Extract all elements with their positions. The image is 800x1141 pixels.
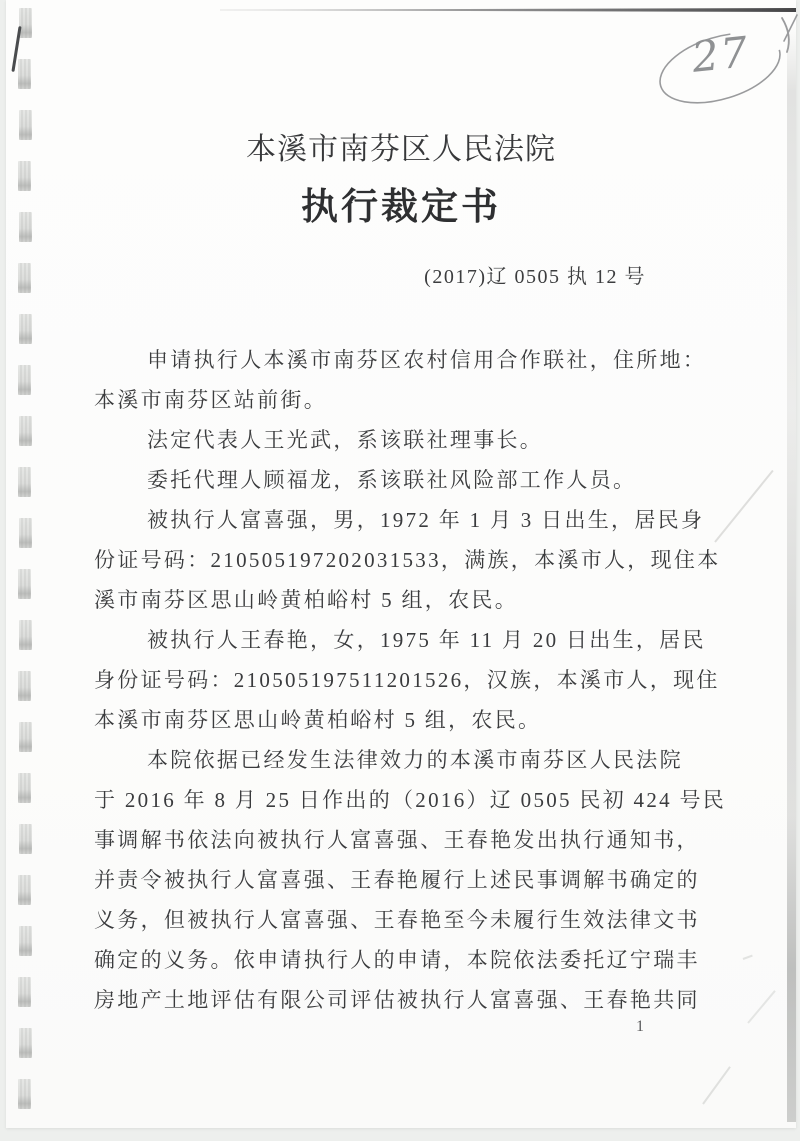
body-line: 义务，但被执行人富喜强、王春艳至今未履行生效法律文书 <box>94 908 700 932</box>
scan-scratch-artifact <box>747 990 776 1023</box>
body-line: 房地产土地评估有限公司评估被执行人富喜强、王春艳共同 <box>94 988 700 1012</box>
body-line: 身份证号码：210505197511201526，汉族，本溪市人，现住 <box>94 668 720 692</box>
body-line: 委托代理人顾福龙，系该联社风险部工作人员。 <box>147 468 637 492</box>
scan-scratch-artifact <box>702 1066 731 1104</box>
document-body <box>94 340 727 1020</box>
binding-hole-mark <box>19 518 32 548</box>
body-line: 本溪市南芬区思山岭黄柏峪村 5 组，农民。 <box>94 708 542 732</box>
body-line: 被执行人王春艳，女，1975 年 11 月 20 日出生，居民 <box>147 628 706 652</box>
binding-hole-mark <box>19 416 32 446</box>
binding-hole-mark <box>18 977 31 1007</box>
body-line: 本院依据已经发生法律效力的本溪市南芬区人民法院 <box>147 748 683 772</box>
body-line: 被执行人富喜强，男，1972 年 1 月 3 日出生，居民身 <box>147 508 705 532</box>
page-edge-shadow <box>787 26 796 1122</box>
binding-hole-mark <box>18 569 31 599</box>
binding-hole-mark <box>18 671 31 701</box>
binding-hole-mark <box>18 263 31 293</box>
body-line: 份证号码：210505197202031533，满族，本溪市人，现住本 <box>94 548 721 572</box>
binding-hole-mark <box>18 875 31 905</box>
scan-scratch-artifact <box>743 955 753 960</box>
body-line: 事调解书依法向被执行人富喜强、王春艳发出执行通知书， <box>94 828 700 852</box>
body-line: 本溪市南芬区站前街。 <box>94 388 327 412</box>
binding-hole-mark <box>19 314 32 344</box>
body-line: 并责令被执行人富喜强、王春艳履行上述民事调解书确定的 <box>94 868 700 892</box>
handwritten-corner-annotation <box>650 10 800 114</box>
page-number: 1 <box>636 1018 644 1035</box>
binding-hole-mark <box>19 824 32 854</box>
binding-hole-marks <box>16 0 36 1128</box>
binding-hole-mark <box>18 365 31 395</box>
body-line: 确定的义务。依申请执行人的申请，本院依法委托辽宁瑞丰 <box>94 948 700 972</box>
scan-scratch-artifact <box>714 470 773 543</box>
handwritten-page-count: 27 <box>689 27 752 82</box>
binding-hole-mark <box>19 722 32 752</box>
case-number: (2017)辽 0505 执 12 号 <box>424 266 646 288</box>
court-name: 本溪市南芬区人民法院 <box>246 133 556 166</box>
binding-hole-mark <box>19 620 32 650</box>
body-line: 申请执行人本溪市南芬区农村信用合作联社，住所地： <box>147 348 707 372</box>
binding-hole-mark <box>19 8 32 38</box>
binding-hole-mark <box>18 467 31 497</box>
binding-hole-mark <box>19 926 32 956</box>
binding-hole-mark <box>19 1028 32 1058</box>
document-page <box>6 0 796 1128</box>
document-title: 执行裁定书 <box>301 187 501 228</box>
binding-hole-mark <box>18 773 31 803</box>
binding-hole-mark <box>18 1079 31 1109</box>
body-line: 法定代表人王光武，系该联社理事长。 <box>147 428 544 452</box>
body-line: 溪市南芬区思山岭黄柏峪村 5 组，农民。 <box>94 588 518 612</box>
binding-hole-mark <box>18 59 31 89</box>
body-line: 于 2016 年 8 月 25 日作出的（2016）辽 0505 民初 424 号民 <box>94 788 727 812</box>
